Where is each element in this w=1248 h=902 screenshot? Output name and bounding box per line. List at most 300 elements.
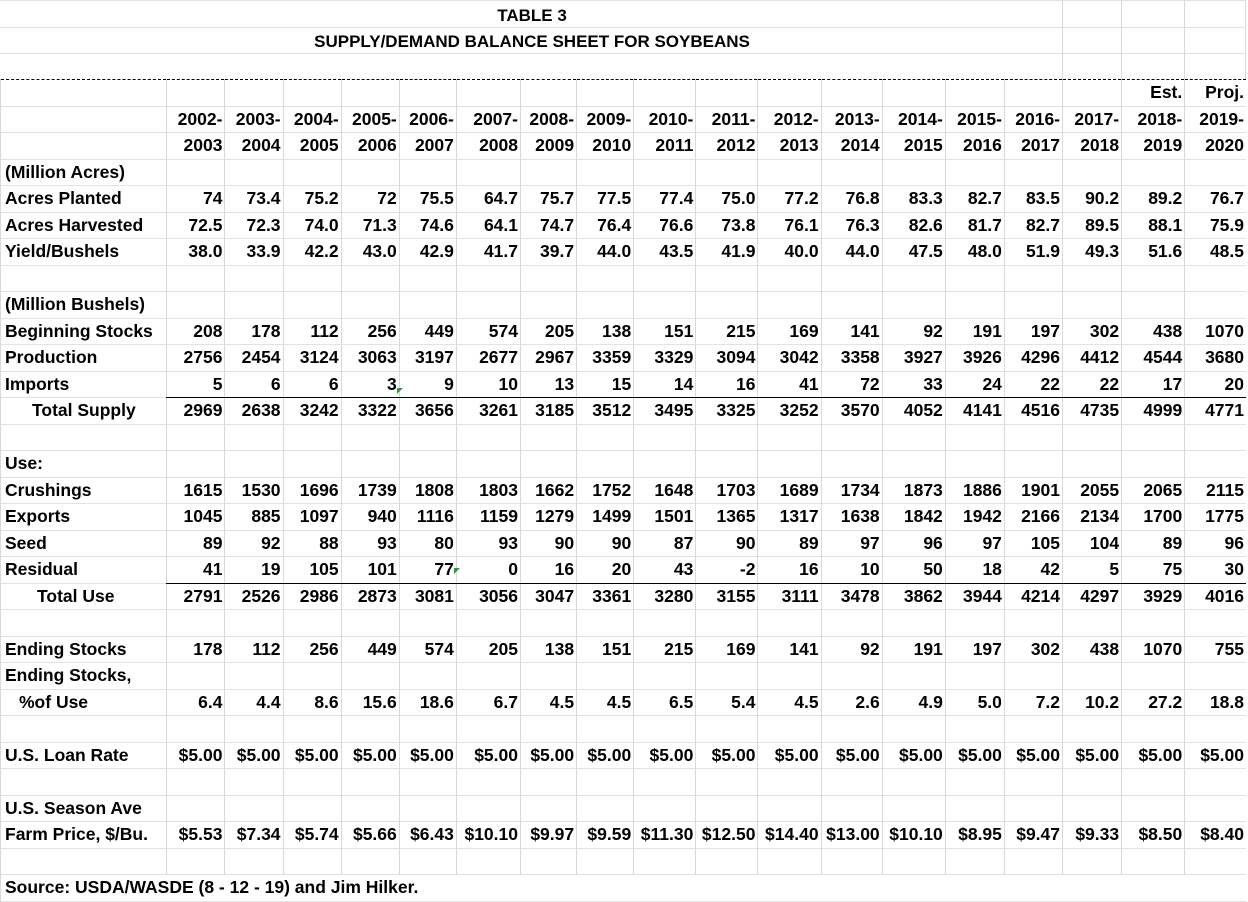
value-cell: 3111 [758, 583, 821, 610]
value-cell: 1842 [882, 504, 945, 531]
value-cell: 1279 [521, 504, 577, 531]
value-cell: 2014 [821, 133, 882, 160]
value-cell: 47.5 [882, 239, 945, 266]
value-cell: -2 [696, 557, 758, 584]
value-cell [341, 610, 399, 637]
value-cell: 2017- [1063, 106, 1122, 133]
value-cell: 76.7 [1185, 186, 1246, 213]
value-cell [456, 292, 520, 319]
value-cell [577, 795, 634, 822]
value-cell: 77 [399, 557, 456, 584]
value-cell [634, 848, 696, 875]
value-cell: 2016- [1004, 106, 1062, 133]
value-cell: 1530 [225, 477, 283, 504]
value-cell: 2986 [283, 583, 341, 610]
value-cell [1063, 848, 1122, 875]
value-cell: 75.0 [696, 186, 758, 213]
value-cell [821, 663, 882, 690]
value-cell [167, 795, 225, 822]
value-cell [758, 610, 821, 637]
value-cell: 77.5 [577, 186, 634, 213]
row-label: Total Use [1, 583, 167, 610]
value-cell: 4016 [1185, 583, 1246, 610]
value-cell [456, 424, 520, 451]
value-cell: 41 [758, 371, 821, 398]
value-cell [225, 795, 283, 822]
value-cell [1063, 610, 1122, 637]
value-cell [1004, 451, 1062, 478]
value-cell: 40.0 [758, 239, 821, 266]
value-cell: 74.7 [521, 212, 577, 239]
table-row [1, 345, 1247, 372]
value-cell [521, 663, 577, 690]
value-cell: 72 [821, 371, 882, 398]
table-row [1, 663, 1247, 690]
value-cell [225, 848, 283, 875]
value-cell [521, 795, 577, 822]
value-cell: 3329 [634, 345, 696, 372]
value-cell: 2015- [945, 106, 1004, 133]
value-cell: 302 [1004, 636, 1062, 663]
value-cell: 96 [1185, 530, 1246, 557]
value-cell: 138 [521, 636, 577, 663]
value-cell: 2065 [1122, 477, 1185, 504]
value-cell: 41 [167, 557, 225, 584]
value-cell: $8.40 [1185, 822, 1246, 849]
value-cell [1122, 848, 1185, 875]
value-cell [696, 716, 758, 743]
value-cell [821, 451, 882, 478]
value-cell [1004, 769, 1062, 796]
value-cell [456, 663, 520, 690]
value-cell: 88 [283, 530, 341, 557]
value-cell [456, 795, 520, 822]
value-cell: 2012 [696, 133, 758, 160]
value-cell [341, 716, 399, 743]
value-cell: 4.9 [882, 689, 945, 716]
row-label [1, 106, 167, 133]
value-cell: 2005- [341, 106, 399, 133]
value-cell [577, 716, 634, 743]
value-cell: 1901 [1004, 477, 1062, 504]
value-cell [1185, 716, 1246, 743]
value-cell: 3325 [696, 398, 758, 425]
row-label: U.S. Season Ave [1, 795, 167, 822]
value-cell [399, 848, 456, 875]
value-cell [758, 769, 821, 796]
value-cell: 51.9 [1004, 239, 1062, 266]
value-cell [341, 663, 399, 690]
value-cell: 4141 [945, 398, 1004, 425]
value-cell: 3862 [882, 583, 945, 610]
value-cell: $7.34 [225, 822, 283, 849]
value-cell [283, 610, 341, 637]
value-cell: 50 [882, 557, 945, 584]
value-cell: 3 [341, 371, 399, 398]
value-cell: 18 [945, 557, 1004, 584]
value-cell [1004, 265, 1062, 292]
value-cell [1185, 159, 1246, 186]
value-cell: 1648 [634, 477, 696, 504]
value-cell [696, 424, 758, 451]
value-cell: 49.3 [1063, 239, 1122, 266]
value-cell: 438 [1063, 636, 1122, 663]
value-cell [399, 610, 456, 637]
value-cell [225, 265, 283, 292]
value-cell: 76.3 [821, 212, 882, 239]
value-cell: 178 [225, 318, 283, 345]
value-cell: Est. [1122, 80, 1185, 107]
value-cell [1122, 451, 1185, 478]
row-label [1, 716, 167, 743]
value-cell: 3495 [634, 398, 696, 425]
value-cell: 2017 [1004, 133, 1062, 160]
value-cell [821, 795, 882, 822]
value-cell [167, 716, 225, 743]
value-cell [283, 716, 341, 743]
value-cell [456, 769, 520, 796]
value-cell: 151 [577, 636, 634, 663]
value-cell [758, 159, 821, 186]
value-cell [521, 159, 577, 186]
value-cell: 2019- [1185, 106, 1246, 133]
value-cell [1004, 795, 1062, 822]
value-cell: 89 [758, 530, 821, 557]
value-cell [577, 663, 634, 690]
value-cell: 940 [341, 504, 399, 531]
cell-comment-indicator [397, 388, 403, 394]
value-cell: 2873 [341, 583, 399, 610]
value-cell: 2454 [225, 345, 283, 372]
value-cell [1063, 716, 1122, 743]
table-row [1, 318, 1247, 345]
value-cell: 4735 [1063, 398, 1122, 425]
value-cell: 205 [456, 636, 520, 663]
value-cell [945, 795, 1004, 822]
value-cell: $13.00 [821, 822, 882, 849]
value-cell [1185, 610, 1246, 637]
value-cell: Proj. [1185, 80, 1246, 107]
value-cell: 15.6 [341, 689, 399, 716]
table-row [1, 477, 1247, 504]
value-cell: 2006- [399, 106, 456, 133]
value-cell: 3929 [1122, 583, 1185, 610]
value-cell: 33.9 [225, 239, 283, 266]
value-cell [225, 610, 283, 637]
value-cell: 2009- [577, 106, 634, 133]
value-cell: $9.59 [577, 822, 634, 849]
value-cell: $5.00 [945, 742, 1004, 769]
value-cell: $14.40 [758, 822, 821, 849]
value-cell: $5.00 [821, 742, 882, 769]
value-cell: 112 [283, 318, 341, 345]
value-cell [456, 610, 520, 637]
value-cell [399, 159, 456, 186]
value-cell: 51.6 [1122, 239, 1185, 266]
row-label: (Million Acres) [1, 159, 167, 186]
value-cell [283, 663, 341, 690]
table-row [1, 795, 1247, 822]
value-cell [521, 424, 577, 451]
value-cell: 169 [758, 318, 821, 345]
value-cell: $5.74 [283, 822, 341, 849]
value-cell: 2166 [1004, 504, 1062, 531]
value-cell [696, 292, 758, 319]
value-cell: 2010- [634, 106, 696, 133]
value-cell [167, 265, 225, 292]
value-cell: 3927 [882, 345, 945, 372]
value-cell: 5 [1063, 557, 1122, 584]
table-row [1, 451, 1247, 478]
value-cell [225, 292, 283, 319]
value-cell [1185, 424, 1246, 451]
value-cell: 4296 [1004, 345, 1062, 372]
value-cell: 1638 [821, 504, 882, 531]
table-row [1, 636, 1247, 663]
value-cell: $5.00 [577, 742, 634, 769]
value-cell [1122, 716, 1185, 743]
value-cell: $5.00 [283, 742, 341, 769]
value-cell: 89 [167, 530, 225, 557]
value-cell [521, 610, 577, 637]
value-cell: 3042 [758, 345, 821, 372]
row-label: Production [1, 345, 167, 372]
value-cell: 2055 [1063, 477, 1122, 504]
value-cell: $10.10 [882, 822, 945, 849]
value-cell: 3944 [945, 583, 1004, 610]
table-row [1, 265, 1247, 292]
value-cell: 3280 [634, 583, 696, 610]
value-cell [1122, 769, 1185, 796]
value-cell [1185, 848, 1246, 875]
row-label: Farm Price, $/Bu. [1, 822, 167, 849]
value-cell: $6.43 [399, 822, 456, 849]
value-cell: 16 [696, 371, 758, 398]
value-cell: $5.00 [399, 742, 456, 769]
value-cell [1122, 663, 1185, 690]
value-cell: 18.6 [399, 689, 456, 716]
value-cell [634, 159, 696, 186]
value-cell [821, 848, 882, 875]
value-cell [521, 80, 577, 107]
row-label: U.S. Loan Rate [1, 742, 167, 769]
value-cell: 27.2 [1122, 689, 1185, 716]
value-cell: 2008 [456, 133, 520, 160]
value-cell [341, 159, 399, 186]
value-cell [758, 80, 821, 107]
value-cell: 2013 [758, 133, 821, 160]
header-row-est [1, 80, 1247, 107]
value-cell: 2.6 [821, 689, 882, 716]
value-cell [1063, 769, 1122, 796]
value-cell [577, 451, 634, 478]
value-cell: 1116 [399, 504, 456, 531]
value-cell [1063, 424, 1122, 451]
value-cell [882, 451, 945, 478]
value-cell: 197 [1004, 318, 1062, 345]
value-cell [1004, 716, 1062, 743]
value-cell [758, 424, 821, 451]
value-cell [577, 610, 634, 637]
value-cell [882, 769, 945, 796]
value-cell: 76.4 [577, 212, 634, 239]
value-cell: 302 [1063, 318, 1122, 345]
value-cell [456, 265, 520, 292]
value-cell: 885 [225, 504, 283, 531]
value-cell: 5.0 [945, 689, 1004, 716]
value-cell: 6.7 [456, 689, 520, 716]
value-cell: 44.0 [821, 239, 882, 266]
value-cell: 72.3 [225, 212, 283, 239]
value-cell: 73.8 [696, 212, 758, 239]
table-row [1, 424, 1247, 451]
value-cell: 2115 [1185, 477, 1246, 504]
value-cell: 42 [1004, 557, 1062, 584]
table-row [1, 742, 1247, 769]
value-cell [634, 292, 696, 319]
value-cell: 1886 [945, 477, 1004, 504]
value-cell: $5.00 [882, 742, 945, 769]
table-title: TABLE 3 [497, 6, 567, 25]
value-cell: 22 [1004, 371, 1062, 398]
value-cell: 3047 [521, 583, 577, 610]
value-cell: 112 [225, 636, 283, 663]
table-row [1, 239, 1247, 266]
value-cell: 3063 [341, 345, 399, 372]
value-cell: $5.00 [456, 742, 520, 769]
value-cell [882, 424, 945, 451]
value-cell: 574 [399, 636, 456, 663]
value-cell: 4052 [882, 398, 945, 425]
table-row [1, 292, 1247, 319]
table-row [1, 557, 1247, 584]
value-cell [1004, 424, 1062, 451]
value-cell: 20 [577, 557, 634, 584]
value-cell: 74 [167, 186, 225, 213]
value-cell [399, 451, 456, 478]
value-cell [167, 848, 225, 875]
value-cell [399, 424, 456, 451]
value-cell [821, 159, 882, 186]
value-cell: 169 [696, 636, 758, 663]
value-cell: 1703 [696, 477, 758, 504]
value-cell: 2134 [1063, 504, 1122, 531]
value-cell [283, 292, 341, 319]
value-cell: 75.7 [521, 186, 577, 213]
value-cell: 75 [1122, 557, 1185, 584]
value-cell: 75.5 [399, 186, 456, 213]
value-cell: $5.00 [696, 742, 758, 769]
value-cell: 2004 [225, 133, 283, 160]
value-cell [634, 716, 696, 743]
value-cell: 5 [167, 371, 225, 398]
value-cell: 3322 [341, 398, 399, 425]
value-cell: 4771 [1185, 398, 1246, 425]
value-cell: 89.5 [1063, 212, 1122, 239]
value-cell: $10.10 [456, 822, 520, 849]
value-cell [758, 795, 821, 822]
value-cell: 3512 [577, 398, 634, 425]
value-cell [882, 795, 945, 822]
value-cell: 22 [1063, 371, 1122, 398]
value-cell: 1045 [167, 504, 225, 531]
value-cell: 13 [521, 371, 577, 398]
value-cell: 2011- [696, 106, 758, 133]
value-cell [456, 716, 520, 743]
value-cell: 1752 [577, 477, 634, 504]
value-cell: 76.1 [758, 212, 821, 239]
value-cell: 3124 [283, 345, 341, 372]
row-label: Crushings [1, 477, 167, 504]
value-cell [456, 159, 520, 186]
table-row [1, 159, 1247, 186]
value-cell [283, 451, 341, 478]
table-row [1, 186, 1247, 213]
row-label: Total Supply [1, 398, 167, 425]
value-cell: 1615 [167, 477, 225, 504]
value-cell [634, 424, 696, 451]
value-cell: 1499 [577, 504, 634, 531]
value-cell: $9.33 [1063, 822, 1122, 849]
value-cell [758, 716, 821, 743]
row-label: Beginning Stocks [1, 318, 167, 345]
value-cell [167, 80, 225, 107]
value-cell: 2016 [945, 133, 1004, 160]
value-cell: 2007 [399, 133, 456, 160]
value-cell [758, 663, 821, 690]
value-cell: 208 [167, 318, 225, 345]
value-cell [399, 80, 456, 107]
value-cell: 48.0 [945, 239, 1004, 266]
row-label [1, 133, 167, 160]
value-cell [1063, 451, 1122, 478]
value-cell [167, 451, 225, 478]
value-cell: 19 [225, 557, 283, 584]
value-cell [283, 265, 341, 292]
value-cell: 3926 [945, 345, 1004, 372]
value-cell: 90 [577, 530, 634, 557]
value-cell [167, 610, 225, 637]
value-cell [882, 663, 945, 690]
value-cell: 2019 [1122, 133, 1185, 160]
value-cell: 43 [634, 557, 696, 584]
table-row [1, 610, 1247, 637]
value-cell: 14 [634, 371, 696, 398]
value-cell [882, 610, 945, 637]
value-cell [1004, 848, 1062, 875]
value-cell: 76.8 [821, 186, 882, 213]
value-cell [758, 451, 821, 478]
value-cell: 39.7 [521, 239, 577, 266]
value-cell: $5.53 [167, 822, 225, 849]
value-cell: $5.00 [1063, 742, 1122, 769]
value-cell: 4412 [1063, 345, 1122, 372]
value-cell: 1873 [882, 477, 945, 504]
value-cell: 82.7 [1004, 212, 1062, 239]
value-cell [945, 424, 1004, 451]
value-cell: 2010 [577, 133, 634, 160]
value-cell: 42.9 [399, 239, 456, 266]
value-cell: 4999 [1122, 398, 1185, 425]
value-cell [577, 265, 634, 292]
value-cell [945, 663, 1004, 690]
value-cell: 2018 [1063, 133, 1122, 160]
value-cell [341, 848, 399, 875]
value-cell: 2003- [225, 106, 283, 133]
value-cell [283, 795, 341, 822]
value-cell: 2007- [456, 106, 520, 133]
value-cell: 3680 [1185, 345, 1246, 372]
